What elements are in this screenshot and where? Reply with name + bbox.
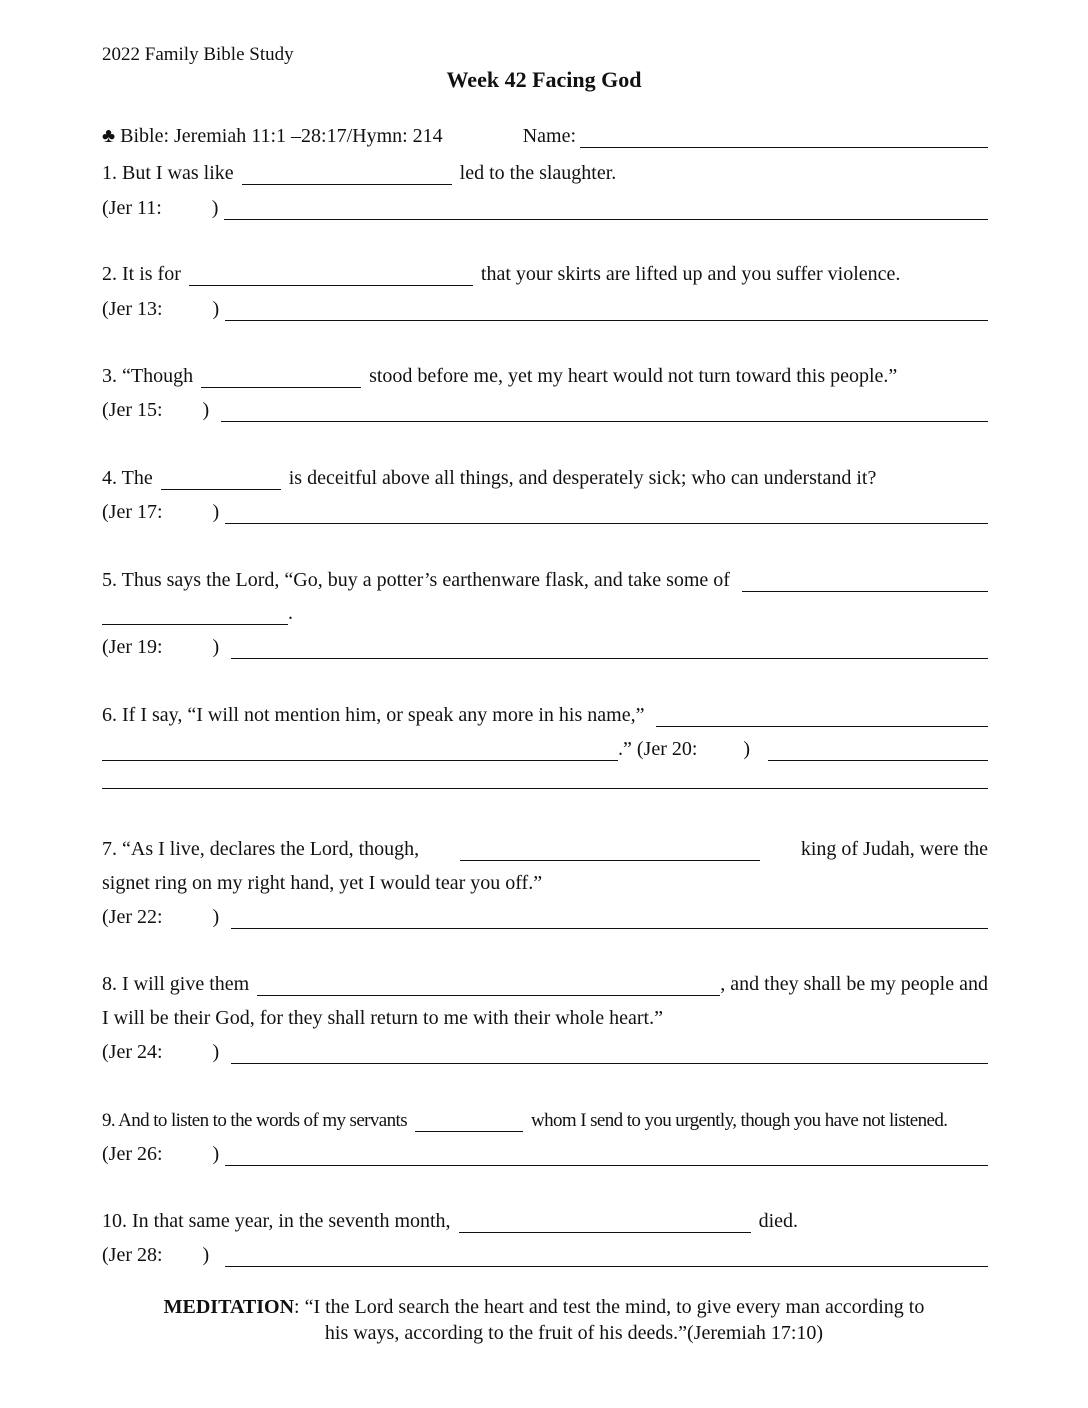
reference-row-3: (Jer 15: ): [102, 394, 988, 422]
answer-blank-4[interactable]: [161, 467, 281, 490]
meditation-label: MEDITATION: [163, 1296, 295, 1318]
question-8: 8. I will give them , and they shall be my people and: [102, 973, 988, 995]
bible-name-row: [102, 120, 988, 148]
reference-row-5: (Jer 19: ): [102, 631, 988, 659]
answer-blank-2[interactable]: [189, 263, 473, 286]
verse-field-2[interactable]: [225, 298, 988, 321]
answer-blank-7[interactable]: [460, 838, 760, 861]
verse-field-10[interactable]: [225, 1244, 988, 1267]
answer-blank-5a[interactable]: [742, 569, 988, 592]
answer-blank-6a[interactable]: [656, 704, 988, 727]
answer-blank-8[interactable]: [257, 973, 720, 996]
reference-row-1: (Jer 11: ): [102, 192, 988, 220]
meditation-line-2: his ways, according to the fruit of his deeds.”(Jeremiah 17:10): [324, 1322, 824, 1344]
reference-row-7: (Jer 22: ): [102, 901, 988, 929]
verse-field-1[interactable]: [224, 197, 988, 220]
verse-field-8[interactable]: [231, 1041, 988, 1064]
reference-row-9: (Jer 26: ): [102, 1138, 988, 1166]
verse-field-4[interactable]: [225, 501, 988, 524]
verse-field-9[interactable]: [225, 1143, 988, 1166]
verse-field-7[interactable]: [231, 906, 988, 929]
page-title: Week 42 Facing God: [446, 67, 642, 92]
reference-row-2: (Jer 13: ): [102, 293, 988, 321]
question-6-cont: .” (Jer 20: ): [102, 733, 988, 761]
reference-row-8: (Jer 24: ): [102, 1036, 988, 1064]
reference-row-10: (Jer 28: ): [102, 1239, 988, 1267]
meditation-block: [0, 1294, 1088, 1346]
question-10: 10. In that same year, in the seventh month, died.: [102, 1210, 798, 1232]
question-5: 5. Thus says the Lord, “Go, buy a potter’s earthenware flask, and take some of: [102, 564, 988, 592]
question-7: 7. “As I live, declares the Lord, though, king of Judah, were the: [102, 838, 988, 860]
verse-field-5[interactable]: [231, 636, 988, 659]
question-1: 1. But I was like led to the slaughter.: [102, 162, 617, 184]
meditation-line-1: MEDITATION: “I the Lord search the heart and test the mind, to give every man according to: [163, 1296, 925, 1318]
answer-blank-5b[interactable]: [102, 602, 288, 625]
answer-blank-1[interactable]: [242, 162, 452, 185]
question-3: 3. “Though stood before me, yet my heart would not turn toward this people.”: [102, 365, 898, 387]
question-2: 2. It is for that your skirts are lifted up and you suffer violence.: [102, 263, 901, 285]
question-7-cont: signet ring on my right hand, yet I would tear you off.”: [102, 872, 543, 894]
name-field[interactable]: [580, 125, 988, 148]
question-5-cont: .: [102, 597, 988, 625]
reference-row-4: (Jer 17: ): [102, 496, 988, 524]
question-6: 6. If I say, “I will not mention him, or speak any more in his name,”: [102, 699, 988, 727]
answer-blank-6b[interactable]: [102, 738, 618, 761]
answer-blank-9[interactable]: [415, 1109, 523, 1132]
question-9: 9. And to listen to the words of my servants whom I send to you urgently, though you have not listened.: [102, 1110, 948, 1131]
answer-line-6c[interactable]: [102, 788, 988, 789]
answer-blank-10[interactable]: [459, 1210, 751, 1233]
question-4: 4. The is deceitful above all things, and desperately sick; who can understand it?: [102, 467, 877, 489]
verse-field-3[interactable]: [221, 399, 988, 422]
answer-blank-3[interactable]: [201, 365, 361, 388]
name-label: Name:: [522, 125, 576, 147]
question-8-cont: I will be their God, for they shall return to me with their whole heart.”: [102, 1007, 663, 1029]
study-header: 2022 Family Bible Study: [102, 44, 294, 65]
verse-field-6[interactable]: [768, 738, 988, 761]
bible-reference: ♣ Bible: Jeremiah 11:1 –28:17/Hymn: 214: [102, 125, 443, 147]
